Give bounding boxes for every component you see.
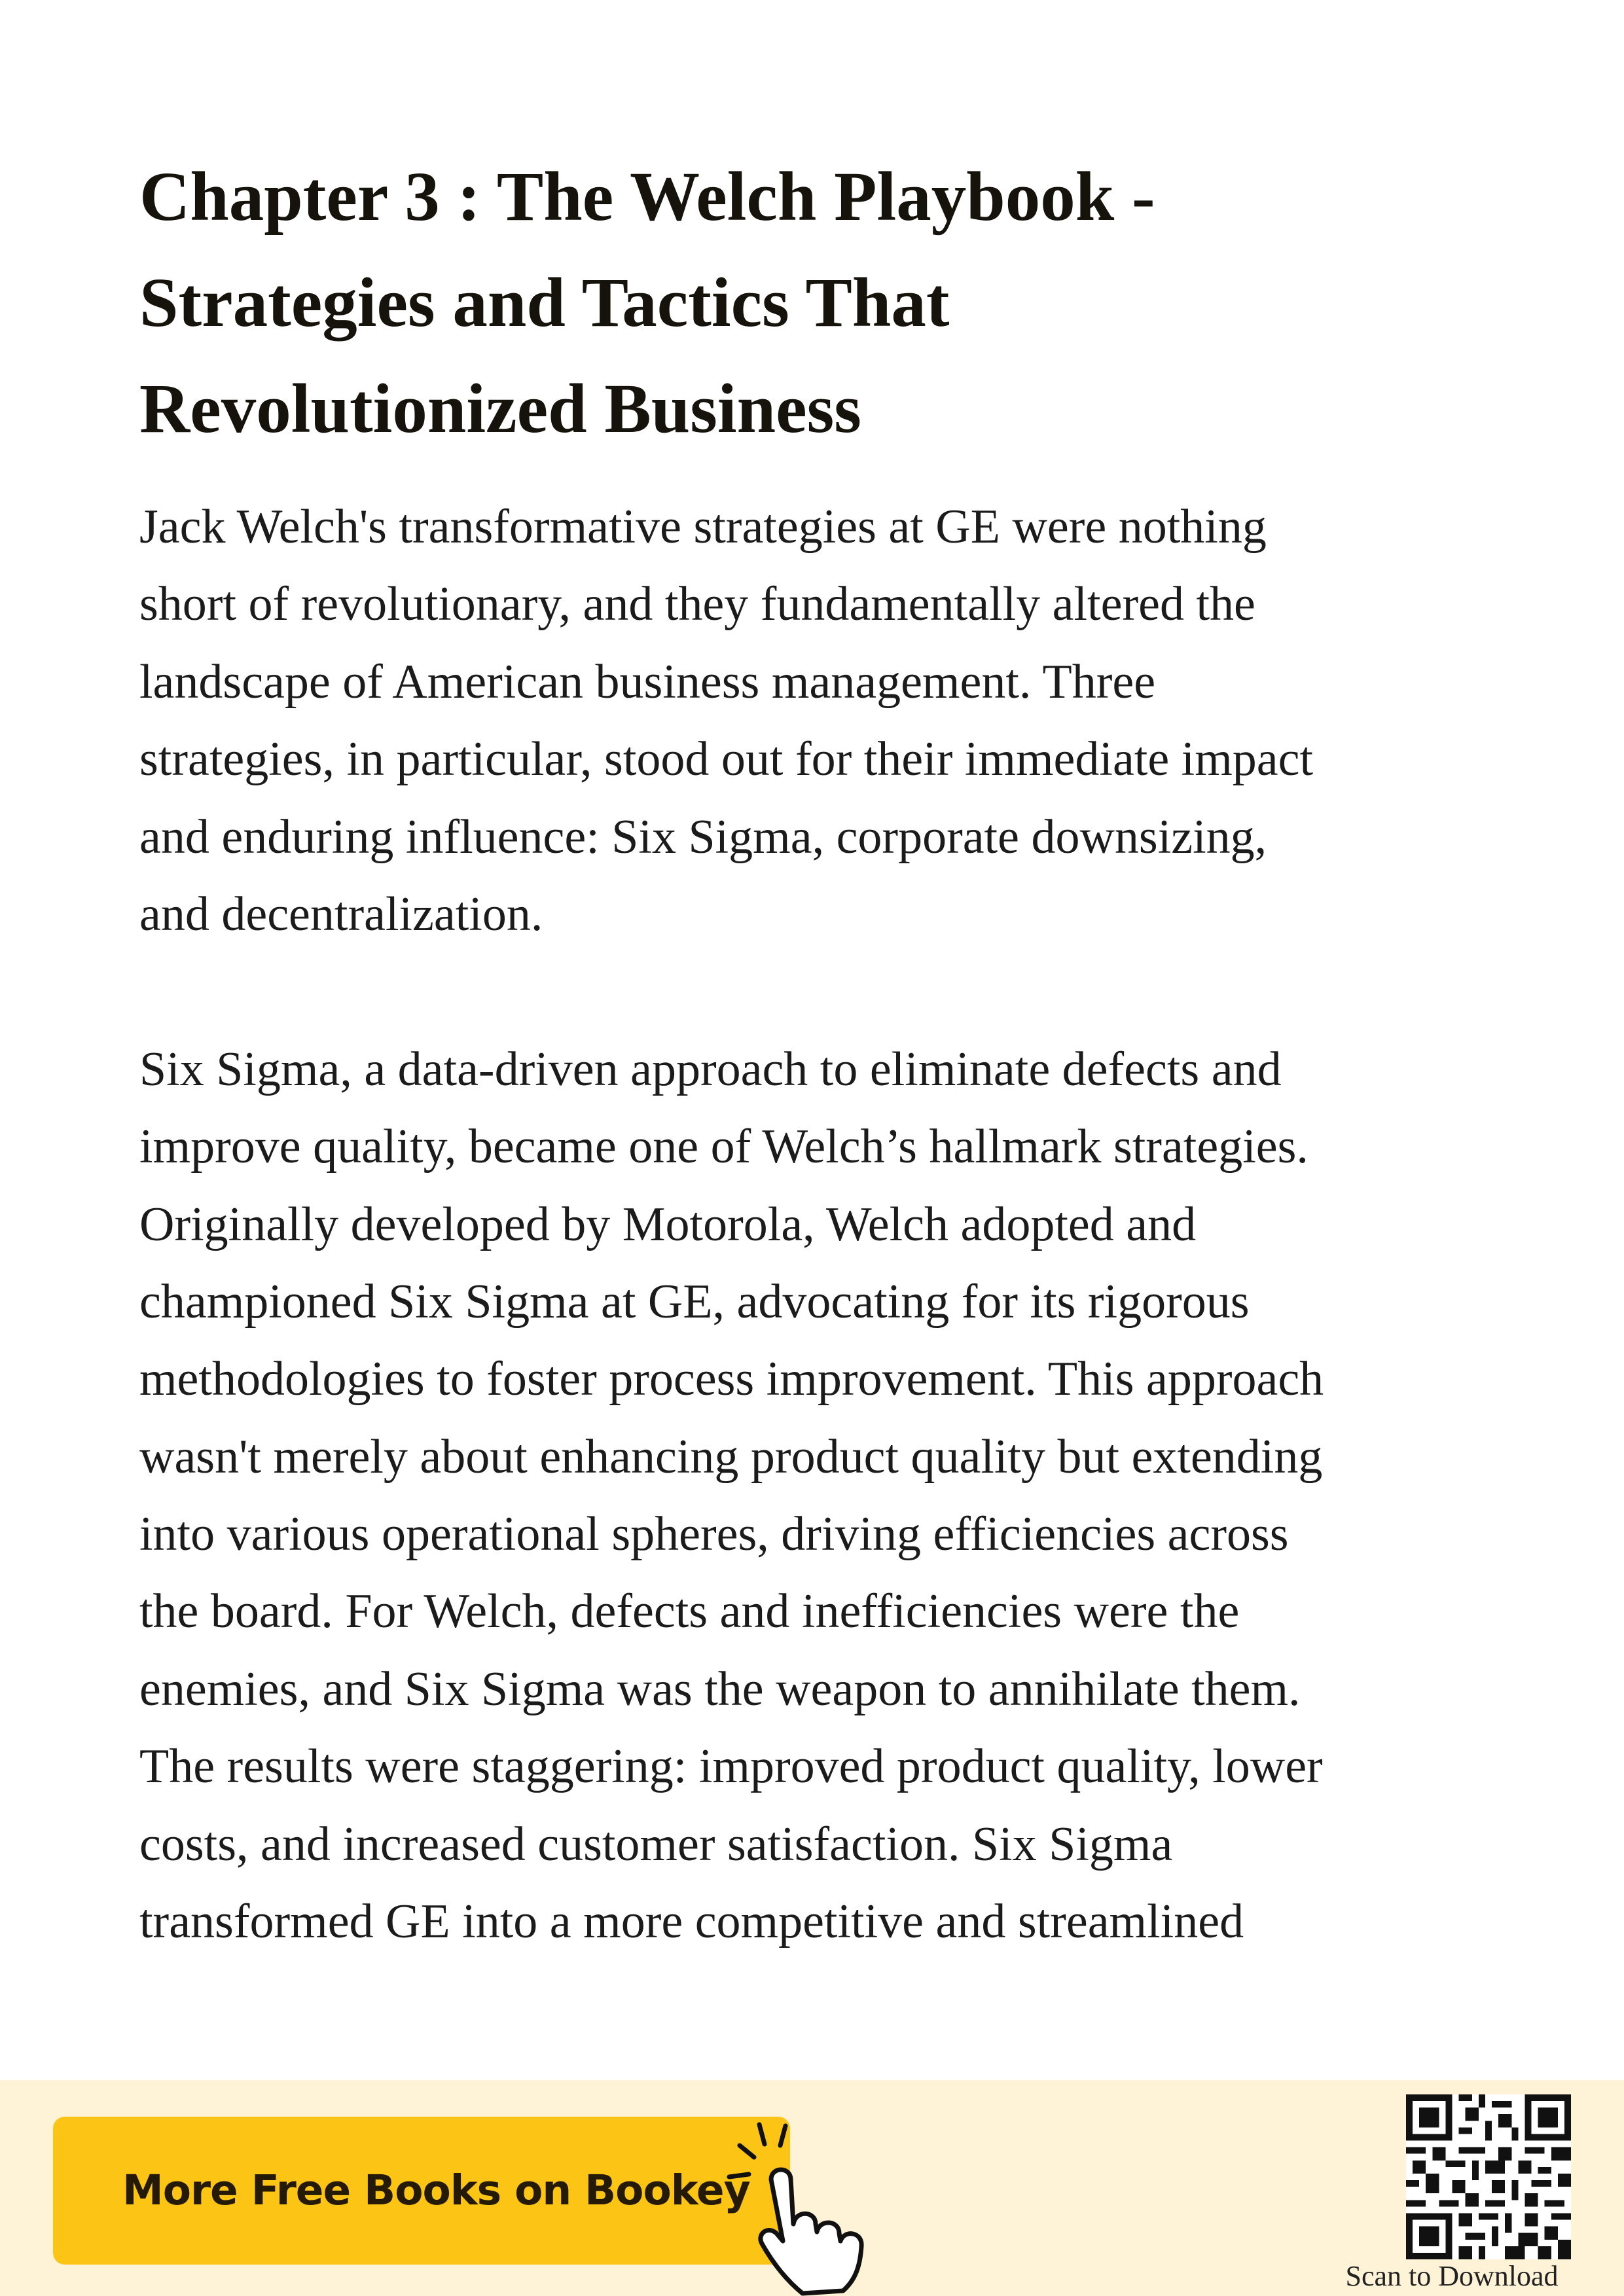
pointing-hand-icon [720,2119,877,2296]
chapter-body [139,488,1547,1960]
text-line: improve quality, became one of Welch’s hallmark strategies. [139,1120,1308,1174]
text-line: championed Six Sigma at GE, advocating for its rigorous [139,1274,1250,1329]
text-line: methodologies to foster process improvement. This approach [139,1352,1324,1407]
text-line: The results were staggering: improved product quality, lower [139,1740,1323,1794]
chapter-title-line: Strategies and Tactics That [139,264,950,342]
text-line: costs, and increased customer satisfaction. Six Sigma [139,1817,1173,1871]
qr-code[interactable] [1406,2094,1571,2259]
paragraph-2 [139,1031,1547,1961]
text-line: wasn't merely about enhancing product quality but extending [139,1429,1323,1484]
chapter-title [139,144,1514,462]
text-line: Six Sigma, a data-driven approach to eliminate defects and [139,1042,1282,1096]
text-line: transformed GE into a more competitive and streamlined [139,1895,1244,1949]
text-line: Jack Welch's transformative strategies at GE were nothing [139,500,1267,554]
text-line: into various operational spheres, driving efficiencies across [139,1507,1289,1562]
text-line: and enduring influence: Six Sigma, corporate downsizing, [139,810,1267,864]
text-line: short of revolutionary, and they fundamentally altered the [139,577,1255,632]
chapter-title-line: Chapter 3 : The Welch Playbook - [139,158,1155,236]
text-line: the board. For Welch, defects and inefficiencies were the [139,1585,1240,1639]
text-line: landscape of American business management. Three [139,655,1156,709]
paragraph-1 [139,488,1547,953]
chapter-title-line: Revolutionized Business [139,370,861,448]
text-line: and decentralization. [139,887,543,941]
scan-to-download-label: Scan to Download [1345,2260,1559,2292]
text-line: Originally developed by Motorola, Welch adopted and [139,1197,1197,1251]
paragraph-gap [139,953,1547,1030]
more-free-books-button[interactable]: More Free Books on Bookey [53,2117,790,2265]
text-line: strategies, in particular, stood out for their immediate impact [139,732,1314,787]
text-line: enemies, and Six Sigma was the weapon to annihilate them. [139,1662,1301,1716]
promo-footer [0,2080,1624,2296]
